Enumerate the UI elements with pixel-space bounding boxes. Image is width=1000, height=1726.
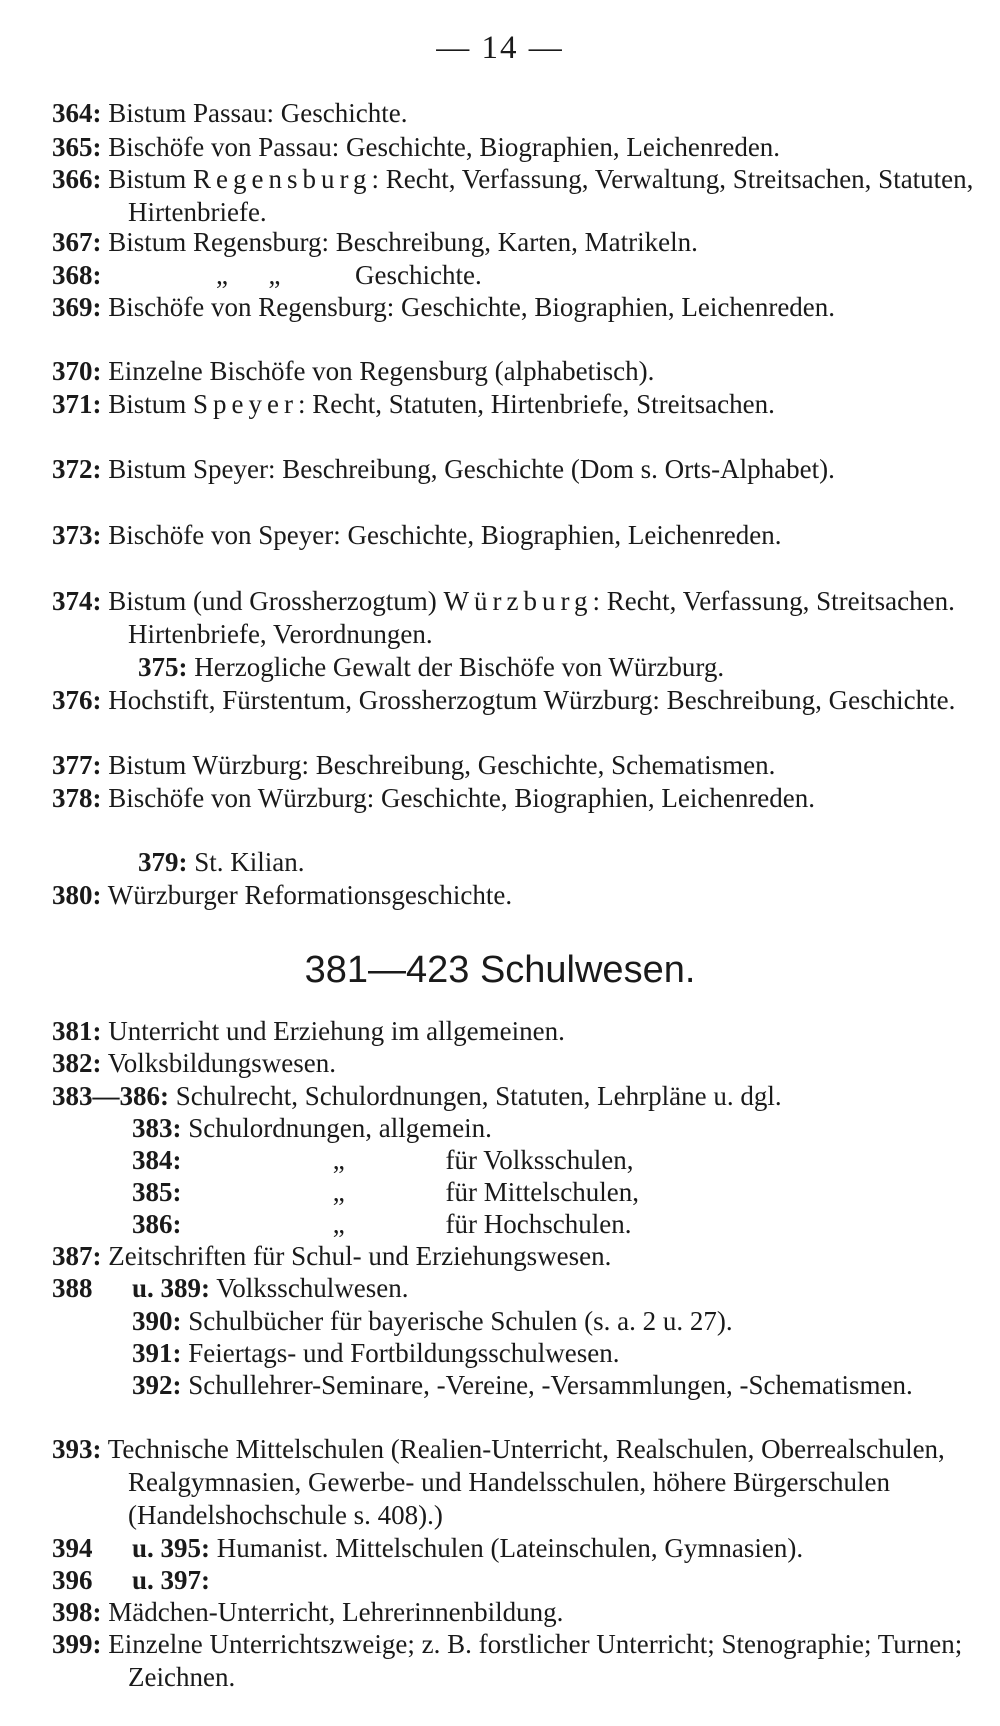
entry-text-cont: : Recht, Verfassung, Verwaltung, Streitsachen, Statuten, Hirtenbriefe. (128, 164, 974, 227)
entry-390 (132, 1305, 733, 1338)
entry-number: 398: (52, 1597, 102, 1627)
entry-number: 373: (52, 520, 102, 550)
entry-371 (52, 388, 1000, 421)
entry-text: St. Kilian. (194, 847, 305, 877)
entry-number: 383—386: (52, 1081, 169, 1111)
entry-number: 368: (52, 260, 102, 290)
entry-number-second: u. 397: (132, 1565, 211, 1595)
ditto-mark: „ „ (216, 260, 281, 290)
entry-number: 399: (52, 1629, 102, 1659)
entry-number: 378: (52, 783, 102, 813)
entry-text: Bistum Speyer: Beschreibung, Geschichte (Dom s. Orts-Alphabet). (108, 454, 835, 484)
entry-text: Herzogliche Gewalt der Bischöfe von Würzburg. (194, 652, 725, 682)
entry-384 (132, 1144, 634, 1177)
entry-text: Bischöfe von Würzburg: Geschichte, Biographien, Leichenreden. (108, 783, 816, 813)
entry-text: Feiertags- und Fortbildungsschulwesen. (188, 1338, 620, 1368)
ditto-mark: „ (332, 1145, 345, 1175)
entry-387 (52, 1240, 611, 1273)
entry-number-second: u. 389: (132, 1273, 211, 1303)
entry-364 (52, 97, 407, 130)
entry-text: Schulordnungen, allgemein. (188, 1113, 492, 1143)
entry-text: Hochstift, Fürstentum, Grossherzogtum Würzburg: Beschreibung, Geschichte. (108, 685, 956, 715)
entry-text: Technische Mittelschulen (Realien-Unterricht, Realschulen, Oberrealschulen, Realgymnasien, Gewerbe- und Handelsschulen, höhere Bürgerschulen (Handelshochschule s. 408).) (107, 1434, 945, 1530)
entry-number: 379: (138, 847, 188, 877)
entry-text: Einzelne Unterrichtszweige; z. B. forstlicher Unterricht; Stenographie; Turnen; Zeichnen. (108, 1629, 963, 1692)
entry-number: 390: (132, 1306, 182, 1336)
entry-number: 377: (52, 750, 102, 780)
entry-372 (52, 453, 1000, 486)
entry-text: Bistum Passau: Geschichte. (108, 98, 408, 128)
entry-379 (138, 846, 305, 879)
entry-text: Humanist. Mittelschulen (Lateinschulen, Gymnasien). (216, 1533, 804, 1563)
entry-text: Bistum Regensburg: Beschreibung, Karten, Matrikeln. (108, 227, 698, 257)
entry-text: Geschichte. (355, 260, 482, 290)
entry-text: Bistum Würzburg: Beschreibung, Geschichte, Schematismen. (108, 750, 776, 780)
entry-text: Würzburger Reformationsgeschichte. (107, 880, 513, 910)
entry-381 (52, 1015, 565, 1048)
section-heading: 381—423 Schulwesen. (304, 949, 696, 991)
entry-number: 387: (52, 1241, 102, 1271)
entry-text: für Volksschulen, (445, 1145, 634, 1175)
entry-365 (52, 131, 780, 164)
entry-text-cont: : Recht, Verfassung, Streitsachen. Hirtenbriefe, Verordnungen. (128, 586, 955, 649)
entry-number: 375: (138, 652, 188, 682)
entry-text: Schulrecht, Schulordnungen, Statuten, Lehrpläne u. dgl. (175, 1081, 782, 1111)
entry-text: Schullehrer-Seminare, -Vereine, -Versammlungen, -Schematismen. (188, 1370, 913, 1400)
entry-text: Bistum (108, 389, 187, 419)
entry-369 (52, 291, 1000, 324)
entry-text: Volksbildungswesen. (107, 1048, 337, 1078)
entry-393 (52, 1433, 1000, 1532)
entry-spaced-term: Regensburg (193, 164, 372, 194)
entry-368 (52, 259, 482, 292)
entry-377 (52, 749, 775, 782)
entry-text: Unterricht und Erziehung im allgemeinen. (108, 1016, 565, 1046)
entry-376 (52, 684, 1000, 717)
entry-number: 388 (52, 1273, 93, 1303)
entry-394-395 (52, 1532, 803, 1565)
entry-text: Bistum (108, 164, 187, 194)
entry-386 (132, 1208, 631, 1241)
entry-385 (132, 1176, 639, 1209)
entry-text: Bischöfe von Speyer: Geschichte, Biographien, Leichenreden. (108, 520, 782, 550)
entry-number: 385: (132, 1177, 182, 1207)
entry-number: 376: (52, 685, 102, 715)
entry-370 (52, 355, 654, 388)
entry-number: 370: (52, 356, 102, 386)
entry-number: 380: (52, 880, 102, 910)
entry-text: Bischöfe von Passau: Geschichte, Biographien, Leichenreden. (108, 132, 781, 162)
ditto-mark: „ (332, 1177, 345, 1207)
entry-391 (132, 1337, 619, 1370)
entry-382 (52, 1047, 336, 1080)
entry-number: 382: (52, 1048, 102, 1078)
entry-380 (52, 879, 512, 912)
entry-number: 372: (52, 454, 102, 484)
entry-number: 365: (52, 132, 102, 162)
entry-text-cont: : Recht, Statuten, Hirtenbriefe, Streitsachen. (298, 389, 775, 419)
entry-378 (52, 782, 1000, 815)
entry-spaced-term: Würzburg (443, 586, 593, 616)
entry-number: 374: (52, 586, 102, 616)
entry-text: für Mittelschulen, (445, 1177, 639, 1207)
entry-text: Einzelne Bischöfe von Regensburg (alphabetisch). (108, 356, 655, 386)
entry-text: Volksschulwesen. (216, 1273, 409, 1303)
entry-text: Zeitschriften für Schul- und Erziehungswesen. (108, 1241, 612, 1271)
entry-spaced-term: Speyer (193, 389, 299, 419)
page-number: — 14 — (436, 30, 564, 66)
entry-text: Bistum (und Grossherzogtum) (108, 586, 437, 616)
entry-number: 381: (52, 1016, 102, 1046)
entry-text: Schulbücher für bayerische Schulen (s. a. 2 u. 27). (188, 1306, 733, 1336)
entry-number: 394 (52, 1533, 93, 1563)
entry-number: 366: (52, 164, 102, 194)
entry-number: 393: (52, 1434, 102, 1464)
entry-375 (138, 651, 724, 684)
entry-383-386 (52, 1080, 782, 1113)
entry-number: 367: (52, 227, 102, 257)
entry-396-397 (52, 1564, 210, 1597)
entry-383 (132, 1112, 492, 1145)
entry-number: 364: (52, 98, 102, 128)
entry-number: 396 (52, 1565, 93, 1595)
ditto-mark: „ (332, 1209, 345, 1239)
entry-number-second: u. 395: (132, 1533, 211, 1563)
entry-374 (52, 585, 1000, 651)
entry-number: 392: (132, 1370, 182, 1400)
entry-text: Mädchen-Unterricht, Lehrerinnenbildung. (108, 1597, 564, 1627)
entry-398 (52, 1596, 563, 1629)
entry-number: 384: (132, 1145, 182, 1175)
entry-399 (52, 1628, 1000, 1694)
entry-number: 391: (132, 1338, 182, 1368)
entry-number: 383: (132, 1113, 182, 1143)
entry-392 (132, 1369, 938, 1402)
entry-number: 369: (52, 292, 102, 322)
entry-388-389 (52, 1272, 409, 1305)
entry-366 (52, 163, 1000, 229)
entry-text: Bischöfe von Regensburg: Geschichte, Biographien, Leichenreden. (108, 292, 836, 322)
entry-373 (52, 519, 1000, 552)
entry-367 (52, 226, 698, 259)
entry-text: für Hochschulen. (445, 1209, 632, 1239)
entry-number: 371: (52, 389, 102, 419)
entry-number: 386: (132, 1209, 182, 1239)
